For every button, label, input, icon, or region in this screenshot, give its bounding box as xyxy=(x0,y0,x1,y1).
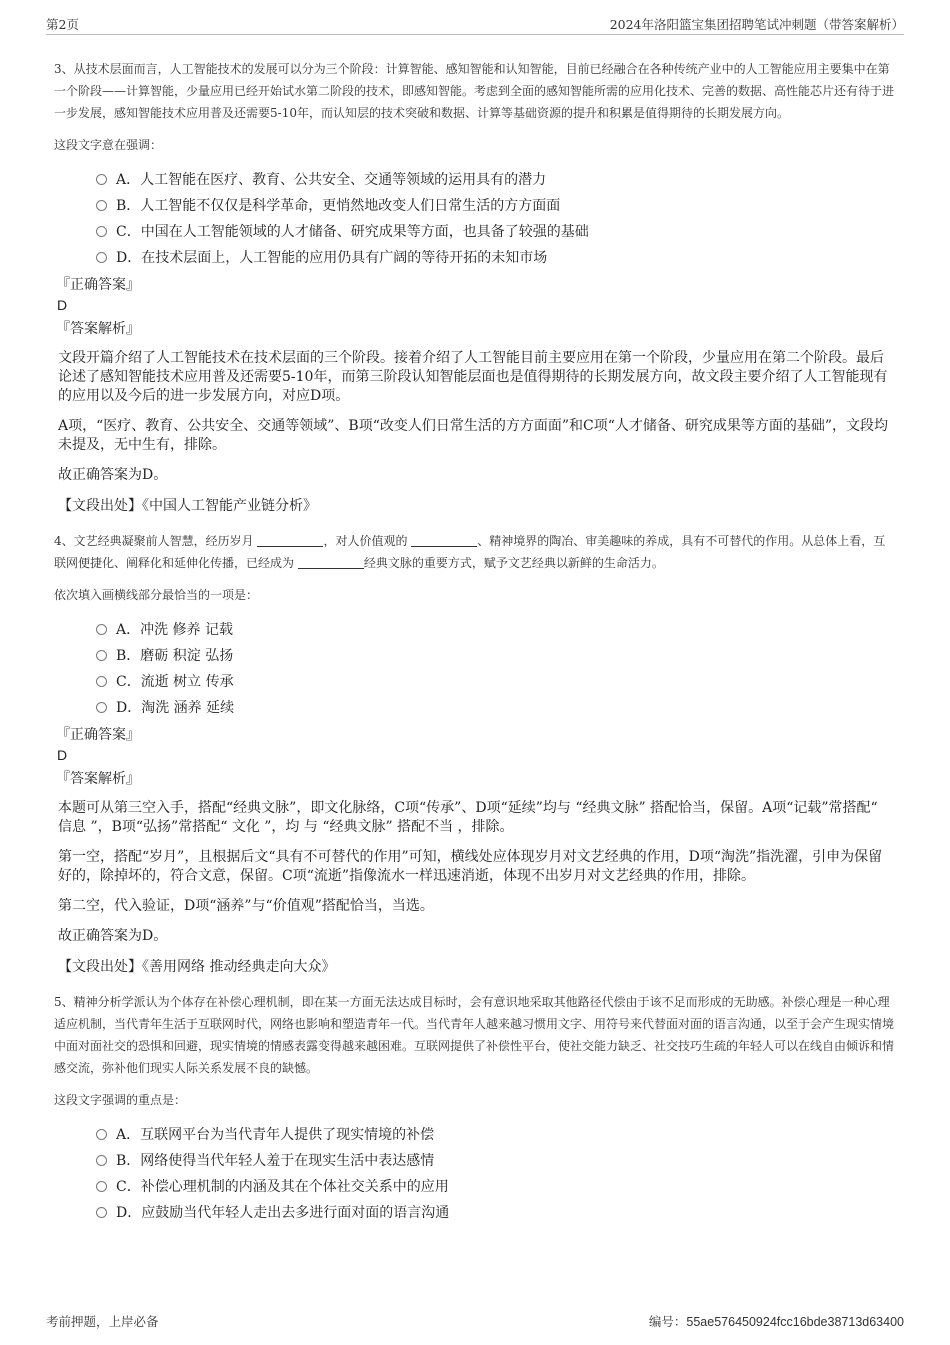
stem-part: 4、文艺经典凝聚前人智慧，经历岁月 xyxy=(54,534,258,548)
option-label: D．在技术层面上，人工智能的应用仍具有广阔的等待开拓的未知市场 xyxy=(116,250,548,266)
option-label: B．磨砺 积淀 弘扬 xyxy=(116,648,234,664)
analysis-paragraph: 第一空，搭配“岁月”，且根据后文“具有不可替代的作用”可知，横线处应体现岁月对文艺经典的作用，D项“淘洗”指洗濯，引申为保留好的，除掉坏的，符合文意，保留。C项“流逝”指像流水一样迅速消逝，体现不出岁月对文艺经典的作用，排除。 xyxy=(58,849,883,884)
option-d[interactable] xyxy=(96,1200,896,1226)
radio-icon[interactable] xyxy=(96,1207,107,1218)
radio-icon[interactable] xyxy=(96,1181,107,1192)
footer-slogan: 考前押题，上岸必备 xyxy=(46,1314,159,1329)
answer-heading: 『正确答案』 xyxy=(56,277,140,293)
option-label: A．冲洗 修养 记载 xyxy=(116,622,234,638)
option-label: C．补偿心理机制的内涵及其在个体社交关系中的应用 xyxy=(116,1179,449,1195)
option-d[interactable] xyxy=(96,695,896,721)
radio-icon[interactable] xyxy=(96,200,107,211)
analysis-paragraph: 本题可从第三空入手，搭配“经典文脉”，即文化脉络，C项“传承”、D项“延续”均与 “经典文脉” 搭配恰当，保留。A项“记载”常搭配“ 信息 ”，B项“弘扬”常搭配“ 文化 ”，均 与 “经典文脉” 搭配不当 ，排除。 xyxy=(58,800,878,835)
radio-icon[interactable] xyxy=(96,676,107,687)
radio-icon[interactable] xyxy=(96,650,107,661)
radio-icon[interactable] xyxy=(96,624,107,635)
answer-value: D xyxy=(57,297,68,313)
source-citation: 【文段出处】《善用网络 推动经典走向大众》 xyxy=(58,959,336,975)
option-label: A．互联网平台为当代青年人提供了现实情境的补偿 xyxy=(116,1127,435,1143)
option-label: C．流逝 树立 传承 xyxy=(116,674,234,690)
question-prompt: 依次填入画横线部分最恰当的一项是： xyxy=(54,588,259,602)
fill-blank xyxy=(257,534,323,547)
stem-part: 经典文脉的重要方式，赋予文艺经典以新鲜的生命活力。 xyxy=(363,556,664,570)
document-code: 编号：55ae576450924fcc16bde38713d63400 xyxy=(648,1315,904,1329)
question-4 xyxy=(54,530,896,977)
option-b[interactable] xyxy=(96,1148,896,1174)
option-list xyxy=(96,167,896,271)
analysis-body xyxy=(58,349,896,485)
page-number: 第2页 xyxy=(46,17,79,32)
document-title: 2024年洛阳篮宝集团招聘笔试冲刺题（带答案解析） xyxy=(609,17,904,32)
question-prompt: 这段文字意在强调： xyxy=(54,138,163,152)
stem-part: ，对人价值观的 xyxy=(323,534,412,548)
option-list xyxy=(96,1122,896,1226)
question-stem xyxy=(54,530,896,574)
option-c[interactable] xyxy=(96,1174,896,1200)
question-stem: 3、从技术层面而言，人工智能技术的发展可以分为三个阶段：计算智能、感知智能和认知智能，目前已经融合在各种传统产业中的人工智能应用主要集中在第一个阶段——计算智能，少量应用已经开始试水第二阶段的技术，即感知智能。考虑到全面的感知智能所需的应用化技术、完善的数据、高性能芯片还有待于进一步发展，感知智能技术应用普及还需要5-10年，而认知层的技术突破和数据、计算等基础资源的提升和积累是值得期待的长期发展方向。 xyxy=(54,62,895,120)
analysis-body xyxy=(58,799,896,946)
analysis-paragraph: 第二空，代入验证，D项“涵养”与“价值观”搭配恰当，当选。 xyxy=(58,898,434,914)
option-c[interactable] xyxy=(96,669,896,695)
option-label: D．淘洗 涵养 延续 xyxy=(116,700,235,716)
option-label: B．人工智能不仅仅是科学革命，更悄然地改变人们日常生活的方方面面 xyxy=(116,198,561,214)
radio-icon[interactable] xyxy=(96,702,107,713)
analysis-paragraph: 故正确答案为D。 xyxy=(58,928,168,944)
option-a[interactable] xyxy=(96,167,896,193)
question-5 xyxy=(54,991,896,1226)
option-label: B．网络使得当代年轻人羞于在现实生活中表达感情 xyxy=(116,1153,435,1169)
option-a[interactable] xyxy=(96,617,896,643)
page-header xyxy=(46,14,904,35)
analysis-paragraph: A项，“医疗、教育、公共安全、交通等领域”、B项“改变人们日常生活的方方面面”和C项“人才储备、研究成果等方面的基础”，文段均未提及，无中生有，排除。 xyxy=(58,418,889,453)
analysis-heading: 『答案解析』 xyxy=(56,771,140,787)
question-3 xyxy=(54,58,896,516)
fill-blank xyxy=(411,534,477,547)
radio-icon[interactable] xyxy=(96,174,107,185)
option-a[interactable] xyxy=(96,1122,896,1148)
fill-blank xyxy=(298,556,364,569)
document-body xyxy=(54,58,896,1240)
question-stem: 5、精神分析学派认为个体存在补偿心理机制，即在某一方面无法达成目标时，会有意识地采取其他路径代偿由于该不足而形成的无助感。补偿心理是一种心理适应机制，当代青年生活于互联网时代，网络也影响和塑造青年一代。当代青年人越来越习惯用文字、用符号来代替面对面的语言沟通，以至于会产生现实情境中面对面社交的恐惧和回避，现实情境的情感表露变得越来越困难。互联网提供了补偿性平台，使社交能力缺乏、社交技巧生疏的年轻人可以在线自由倾诉和情感交流，弥补他们现实人际关系发展不良的缺憾。 xyxy=(54,995,895,1075)
option-b[interactable] xyxy=(96,643,896,669)
radio-icon[interactable] xyxy=(96,1155,107,1166)
option-c[interactable] xyxy=(96,219,896,245)
page-footer xyxy=(46,1312,904,1332)
question-prompt: 这段文字强调的重点是： xyxy=(54,1093,187,1107)
option-list xyxy=(96,617,896,721)
option-d[interactable] xyxy=(96,245,896,271)
option-label: A．人工智能在医疗、教育、公共安全、交通等领域的运用具有的潜力 xyxy=(116,172,547,188)
option-label: C．中国在人工智能领域的人才储备、研究成果等方面，也具备了较强的基础 xyxy=(116,224,589,240)
stem-part: 、精神境界的陶冶、审美趣味的养成，具有不可替代的作用。从总体上看，互联网便捷化、阐释化和延伸化传播，已经成为 xyxy=(54,534,886,570)
analysis-paragraph: 故正确答案为D。 xyxy=(58,467,168,483)
option-label: D．应鼓励当代年轻人走出去多进行面对面的语言沟通 xyxy=(116,1205,450,1221)
source-citation: 【文段出处】《中国人工智能产业链分析》 xyxy=(58,498,317,514)
radio-icon[interactable] xyxy=(96,1129,107,1140)
analysis-heading: 『答案解析』 xyxy=(56,321,140,337)
radio-icon[interactable] xyxy=(96,226,107,237)
answer-heading: 『正确答案』 xyxy=(56,727,140,743)
option-b[interactable] xyxy=(96,193,896,219)
analysis-paragraph: 文段开篇介绍了人工智能技术在技术层面的三个阶段。接着介绍了人工智能目前主要应用在第一个阶段，少量应用在第二个阶段。最后论述了感知智能技术应用普及还需要5-10年，而第三阶段认知智能层面也是值得期待的长期发展方向，故文段主要介绍了人工智能现有的应用以及今后的进一步发展方向，对应D项。 xyxy=(58,350,888,404)
radio-icon[interactable] xyxy=(96,252,107,263)
answer-value: D xyxy=(57,747,68,763)
